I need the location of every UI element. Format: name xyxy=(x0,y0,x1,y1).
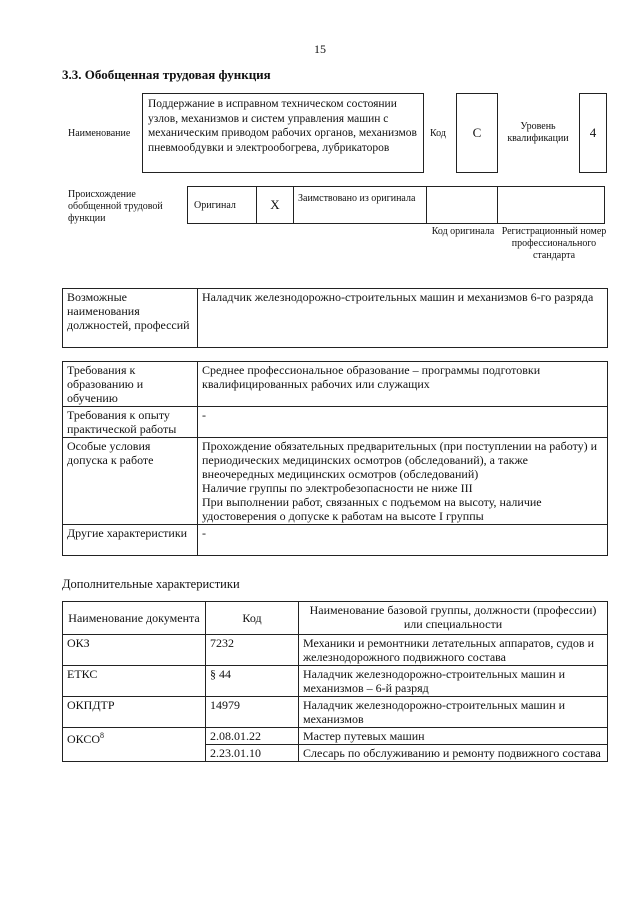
requirements-table xyxy=(62,361,608,556)
name-cell: Механики и ремонтники летательных аппаратов, судов и железнодорожного подвижного состава xyxy=(299,635,608,666)
requirement-value xyxy=(198,438,608,525)
requirement-row xyxy=(63,407,608,438)
requirement-label: Требования к опыту практической работы xyxy=(63,407,198,438)
original-mark: X xyxy=(256,186,294,224)
positions-label: Возможные наименования должностей, профессий xyxy=(63,289,198,348)
requirement-row xyxy=(63,525,608,556)
doc-cell: ОКЗ xyxy=(63,635,206,666)
borrowed-label: Заимствовано из оригинала xyxy=(293,186,427,224)
requirement-line: При выполнении работ, связанных с подъемом на высоту, наличие удостоверения о допуске к работам на высоте I группы xyxy=(202,495,542,523)
code-value-box: C xyxy=(456,93,498,173)
requirement-row xyxy=(63,438,608,525)
section-title: 3.3. Обобщенная трудовая функция xyxy=(62,67,271,82)
header-row xyxy=(63,602,608,635)
additional-table xyxy=(62,601,608,762)
page-number: 15 xyxy=(314,42,326,56)
requirement-label: Другие характеристики xyxy=(63,525,198,556)
requirement-label: Требования к образованию и обучению xyxy=(63,362,198,407)
reg-number-cell xyxy=(497,186,605,224)
requirement-row xyxy=(63,362,608,407)
requirement-label: Особые условия допуска к работе xyxy=(63,438,198,525)
col-name-header: Наименование базовой группы, должности (профессии) или специальности xyxy=(299,602,608,635)
name-cell: Мастер путевых машин xyxy=(299,728,608,745)
requirement-value: Среднее профессиональное образование – программы подготовки квалифицированных рабочих или служащих xyxy=(198,362,608,407)
origin-row xyxy=(188,186,608,224)
level-label: Уровень квалификации xyxy=(507,121,569,144)
code-original-label: Код оригинала xyxy=(431,226,495,237)
doc-name: ОКСО xyxy=(67,732,101,746)
table-row xyxy=(63,666,608,697)
name-cell: Слесарь по обслуживанию и ремонту подвижного состава xyxy=(299,745,608,762)
positions-table xyxy=(62,288,608,348)
code-cell: 14979 xyxy=(206,697,299,728)
name-cell: Наладчик железнодорожно-строительных машин и механизмов – 6-й разряд xyxy=(299,666,608,697)
name-cell: Наладчик железнодорожно-строительных машин и механизмов xyxy=(299,697,608,728)
code-cell: 2.23.01.10 xyxy=(206,745,299,762)
doc-cell: ЕТКС xyxy=(63,666,206,697)
col-doc-header: Наименование документа xyxy=(63,602,206,635)
requirement-line: Прохождение обязательных предварительных (при поступлении на работу) и периодических медицинских осмотров (обследований), а также внеочередных медицинских осмотров (обследований) xyxy=(202,439,598,481)
requirement-line: Наличие группы по электробезопасности не ниже III xyxy=(202,481,473,495)
original-label: Оригинал xyxy=(187,186,257,224)
code-cell: 2.08.01.22 xyxy=(206,728,299,745)
name-label: Наименование xyxy=(68,128,131,139)
positions-value: Наладчик железнодорожно-строительных машин и механизмов 6-го разряда xyxy=(198,289,608,348)
col-code-header: Код xyxy=(206,602,299,635)
code-label: Код xyxy=(430,128,446,139)
doc-cell xyxy=(63,728,206,762)
additional-title: Дополнительные характеристики xyxy=(62,577,240,591)
table-row xyxy=(63,697,608,728)
code-original-cell xyxy=(426,186,498,224)
table-row xyxy=(63,728,608,745)
requirement-value: - xyxy=(198,407,608,438)
reg-number-label: Регистрационный номер профессионального стандарта xyxy=(501,226,607,261)
origin-label: Происхождение обобщенной трудовой функции xyxy=(68,189,163,224)
table-row xyxy=(63,635,608,666)
footnote-mark: 8 xyxy=(100,731,105,740)
requirement-value: - xyxy=(198,525,608,556)
code-cell: 7232 xyxy=(206,635,299,666)
function-name-box: Поддержание в исправном техническом состоянии узлов, механизмов и систем управления машин с механическим приводом рабочих органов, механизмов пневмообдувки и электрообогрева, лубрикаторов xyxy=(142,93,424,173)
level-value-box: 4 xyxy=(579,93,607,173)
code-cell: § 44 xyxy=(206,666,299,697)
doc-cell: ОКПДТР xyxy=(63,697,206,728)
